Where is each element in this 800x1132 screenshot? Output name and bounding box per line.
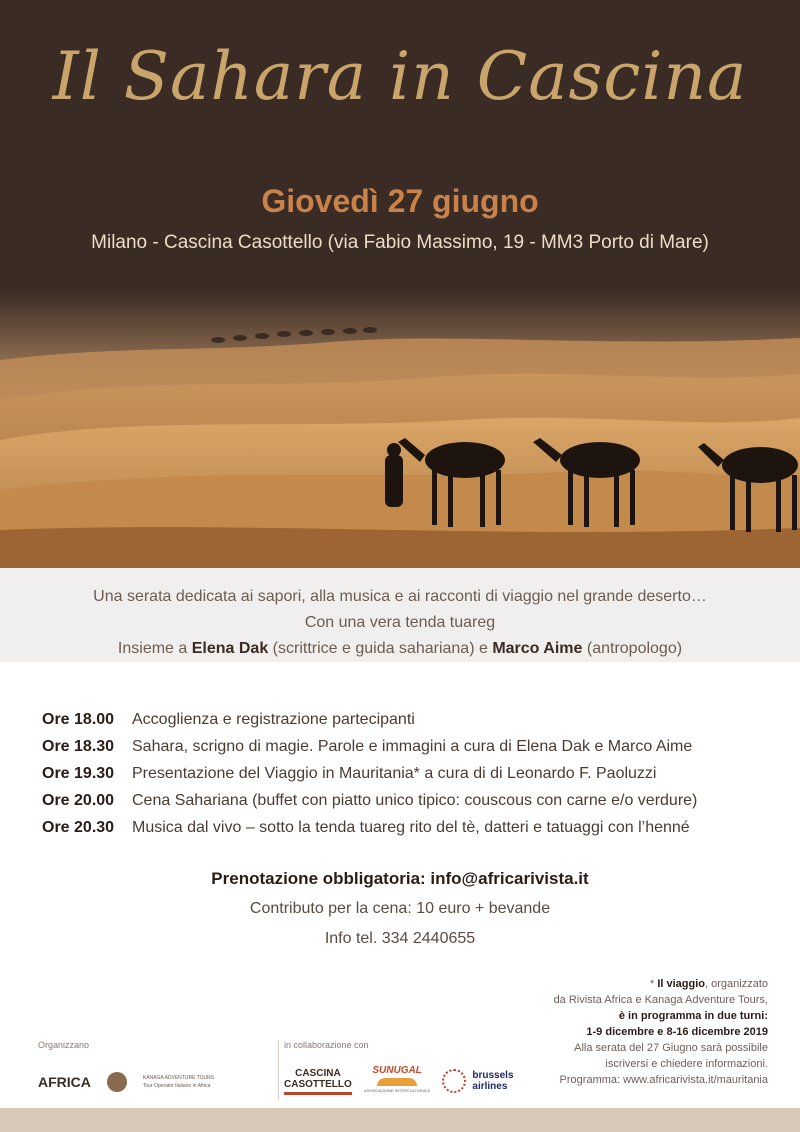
dinner-contribution: Contributo per la cena: 10 euro + bevande: [249, 900, 551, 917]
event-description: [0, 568, 800, 662]
schedule-time: Ore 18.30: [42, 738, 115, 755]
note-line-1: * Il viaggio, organizzato: [649, 978, 768, 990]
collaborators: [284, 1040, 514, 1096]
schedule-text: Musica dal vivo – sotto la tenda tuareg rito del tè, datteri e tatuaggi con l’henné: [132, 819, 690, 836]
organizers: [38, 1040, 214, 1092]
trip-note: [488, 976, 768, 1088]
note-line-2: da Rivista Africa e Kanaga Adventure Tours,: [553, 994, 768, 1006]
note-trip-bold: Il viaggio: [657, 978, 706, 990]
note-line-6: iscriversi e chiedere informazioni.: [605, 1058, 768, 1070]
sunugal-word: SUNUGAL: [372, 1065, 422, 1076]
event-venue: Milano - Cascina Casottello (via Fabio Massimo, 19 - MM3 Porto di Mare): [91, 232, 709, 253]
note-line-5: Alla serata del 27 Giugno sarà possibile: [574, 1042, 768, 1054]
schedule-text: Sahara, scrigno di magie. Parole e immagini a cura di Elena Dak e Marco Aime: [132, 738, 693, 755]
kanaga-logo-icon: [107, 1072, 127, 1092]
event-schedule: [42, 706, 782, 841]
description-line-3: [0, 636, 800, 662]
brussels-airlines-logo: [442, 1069, 513, 1093]
sunugal-tagline: ASSOCIAZIONE INTERCULTURALE: [363, 1088, 431, 1093]
schedule-text: Presentazione del Viaggio in Mauritania* a cura di di Leonardo F. Paoluzzi: [132, 765, 657, 782]
description-prefix: Insieme a: [117, 640, 192, 657]
guest-elena-dak: Elena Dak: [191, 640, 269, 657]
logos-divider: [278, 1040, 279, 1100]
schedule-time: Ore 20.30: [42, 819, 115, 836]
footer-band: [0, 1108, 800, 1132]
schedule-row: [42, 787, 782, 814]
info-phone: Info tel. 334 2440655: [324, 930, 476, 947]
brussels-word: brussels: [472, 1070, 514, 1081]
schedule-row: [42, 814, 782, 841]
collaborator-logos: [284, 1066, 514, 1096]
collab-label: in collaborazione con: [284, 1040, 369, 1050]
schedule-time: Ore 20.00: [42, 792, 115, 809]
airlines-word: airlines: [472, 1081, 508, 1092]
note-line-4: [488, 1024, 768, 1040]
note-trip-rest: , organizzato: [705, 978, 768, 990]
kanaga-tagline: Tour Operator Italiano in Africa: [142, 1083, 211, 1089]
note-line-3: [488, 1008, 768, 1024]
schedule-time: Ore 18.00: [42, 711, 115, 728]
organizers-label: Organizzano: [38, 1040, 90, 1050]
guest-marco-aime: Marco Aime: [492, 640, 583, 657]
event-date: Giovedì 27 giugno: [261, 183, 539, 219]
sunugal-icon: [377, 1078, 417, 1086]
schedule-time: Ore 19.30: [42, 765, 115, 782]
kanaga-logo: [143, 1074, 214, 1090]
cascina-word: CASCINA: [295, 1067, 341, 1079]
casottello-word: CASOTTELLO: [284, 1078, 352, 1090]
schedule-row: [42, 760, 782, 787]
guest-elena-role: (scrittrice e guida sahariana) e: [268, 640, 493, 657]
cascina-casottello-logo: [284, 1068, 352, 1095]
organizer-logos: [38, 1072, 214, 1092]
booking-required: Prenotazione obbligatoria: info@africarivista.it: [211, 869, 589, 888]
booking-info: [0, 864, 800, 954]
event-title: Il Sahara in Cascina: [52, 38, 748, 115]
description-line-1: Una serata dedicata ai sapori, alla musica e ai racconti di viaggio nel grande deserto…: [93, 588, 707, 605]
note-dates: 1-9 dicembre e 8-16 dicembre 2019: [586, 1026, 768, 1038]
note-turns: è in programma in due turni:: [618, 1010, 768, 1022]
schedule-text: Cena Sahariana (buffet con piatto unico tipico: couscous con carne e/o verdure): [132, 792, 698, 809]
guest-marco-role: (antropologo): [582, 640, 683, 657]
schedule-text: Accoglienza e registrazione partecipanti: [132, 711, 415, 728]
schedule-row: [42, 706, 782, 733]
sunugal-logo: [364, 1066, 431, 1096]
brussels-airlines-name: [472, 1070, 513, 1092]
africa-logo: AFRICA: [38, 1074, 91, 1090]
description-line-2: Con una vera tenda tuareg: [304, 614, 496, 631]
kanaga-name: KANAGA ADVENTURE TOURS: [142, 1075, 215, 1081]
schedule-row: [42, 733, 782, 760]
note-line-7: Programma: www.africarivista.it/mauritania: [559, 1074, 768, 1086]
brussels-airlines-icon: [442, 1069, 466, 1093]
header-band: [0, 0, 800, 300]
desert-photo: [0, 290, 800, 568]
